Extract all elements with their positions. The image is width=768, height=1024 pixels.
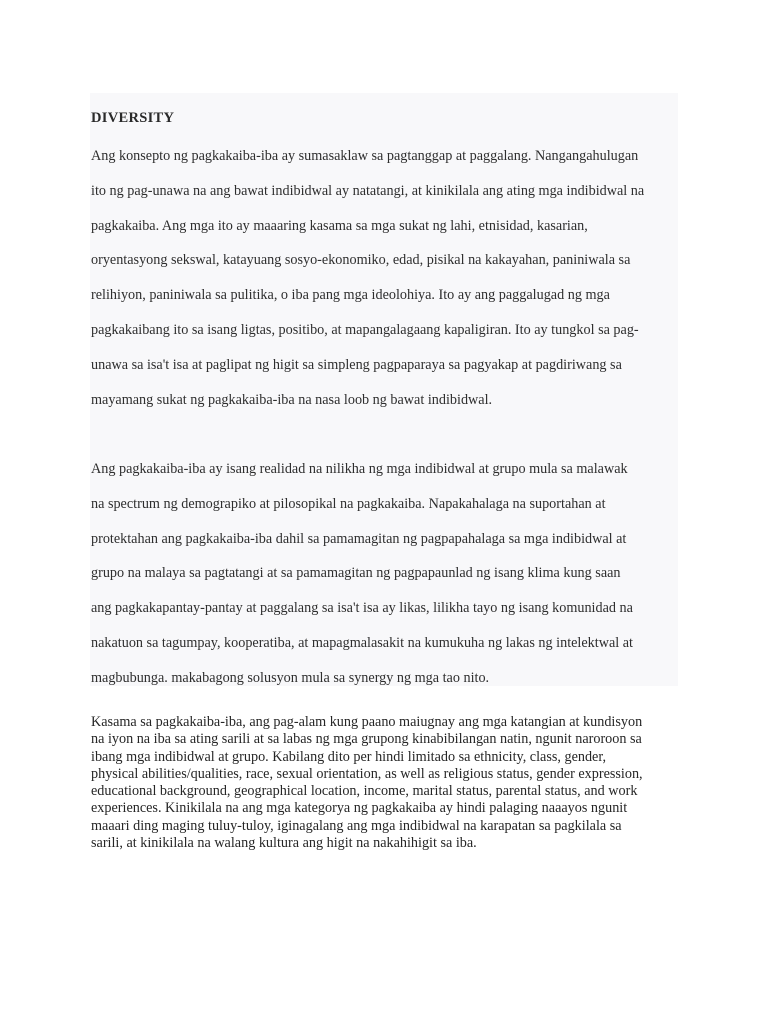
paragraph-1-line: oryentasyong sekswal, katayuang sosyo-ekonomiko, edad, pisikal na kakayahan, paniniwala sa xyxy=(91,252,631,269)
paragraph-2-line: ang pagkakapantay-pantay at paggalang sa isa't isa ay likas, lilikha tayo ng isang komunidad na xyxy=(91,600,633,617)
paragraph-2-line: protektahan ang pagkakaiba-iba dahil sa pamamagitan ng pagpapahalaga sa mga indibidwal at xyxy=(91,530,627,547)
paragraph-2 xyxy=(91,452,691,696)
paragraph-2-line: grupo na malaya sa pagtatangi at sa pamamagitan ng pagpapaunlad ng isang klima kung saan xyxy=(91,565,621,582)
document-title: DIVERSITY xyxy=(91,110,175,126)
paragraph-2-line: na spectrum ng demograpiko at pilosopikal na pagkakaiba. Napakahalaga na suportahan at xyxy=(91,495,606,512)
paragraph-1 xyxy=(91,139,691,417)
paragraph-3-line: educational background, geographical location, income, marital status, parental status, and work xyxy=(91,783,638,800)
paragraph-3-line: ibang mga indibidwal at grupo. Kabilang dito per hindi limitado sa ethnicity, class, gender, xyxy=(91,748,607,765)
paragraph-3-line: sarili, at kinikilala na walang kultura ang higit na nakahihigit sa iba. xyxy=(91,835,477,852)
paragraph-2-line: Ang pagkakaiba-iba ay isang realidad na nilikha ng mga indibidwal at grupo mula sa malawak xyxy=(91,461,628,477)
paragraph-1-line: unawa sa isa't isa at paglipat ng higit sa simpleng pagpaparaya sa pagyakap at pagdiriwang sa xyxy=(91,356,622,373)
paragraph-3-line: physical abilities/qualities, race, sexual orientation, as well as religious status, gender expression, xyxy=(91,765,643,782)
paragraph-1-line: Ang konsepto ng pagkakaiba-iba ay sumasaklaw sa pagtanggap at paggalang. Nangangahulugan xyxy=(91,148,639,164)
paragraph-3 xyxy=(91,714,691,852)
paragraph-1-line: pagkakaibang ito sa isang ligtas, positibo, at mapangalagaang kapaligiran. Ito ay tungkol sa pag- xyxy=(91,321,639,338)
paragraph-1-line: relihiyon, paniniwala sa pulitika, o iba pang mga ideolohiya. Ito ay ang paggalugad ng mga xyxy=(91,287,610,304)
paragraph-2-line: magbubunga. makabagong solusyon mula sa synergy ng mga tao nito. xyxy=(91,669,490,686)
paragraph-3-line: Kasama sa pagkakaiba-iba, ang pag-alam kung paano maiugnay ang mga katangian at kundisyon xyxy=(91,714,643,730)
paragraph-1-line: ito ng pag-unawa na ang bawat indibidwal ay natatangi, at kinikilala ang ating mga indibidwal na xyxy=(91,182,645,199)
paragraph-2-line: nakatuon sa tagumpay, kooperatiba, at mapagmalasakit na kumukuha ng lakas ng intelektwal at xyxy=(91,634,633,651)
paragraph-3-line: maaari ding maging tuluy-tuloy, iginagalang ang mga indibidwal na karapatan sa pagkilala sa xyxy=(91,817,622,834)
paragraph-1-line: mayamang sukat ng pagkakaiba-iba na nasa loob ng bawat indibidwal. xyxy=(91,391,493,408)
paragraph-3-line: experiences. Kinikilala na ang mga kategorya ng pagkakaiba ay hindi palaging naaayos ngunit xyxy=(91,800,628,817)
paragraph-3-line: na iyon na iba sa ating sarili at sa labas ng mga grupong kinabibilangan natin, ngunit naroroon sa xyxy=(91,731,642,748)
paragraph-1-line: pagkakaiba. Ang mga ito ay maaaring kasama sa mga sukat ng lahi, etnisidad, kasarian, xyxy=(91,217,588,234)
